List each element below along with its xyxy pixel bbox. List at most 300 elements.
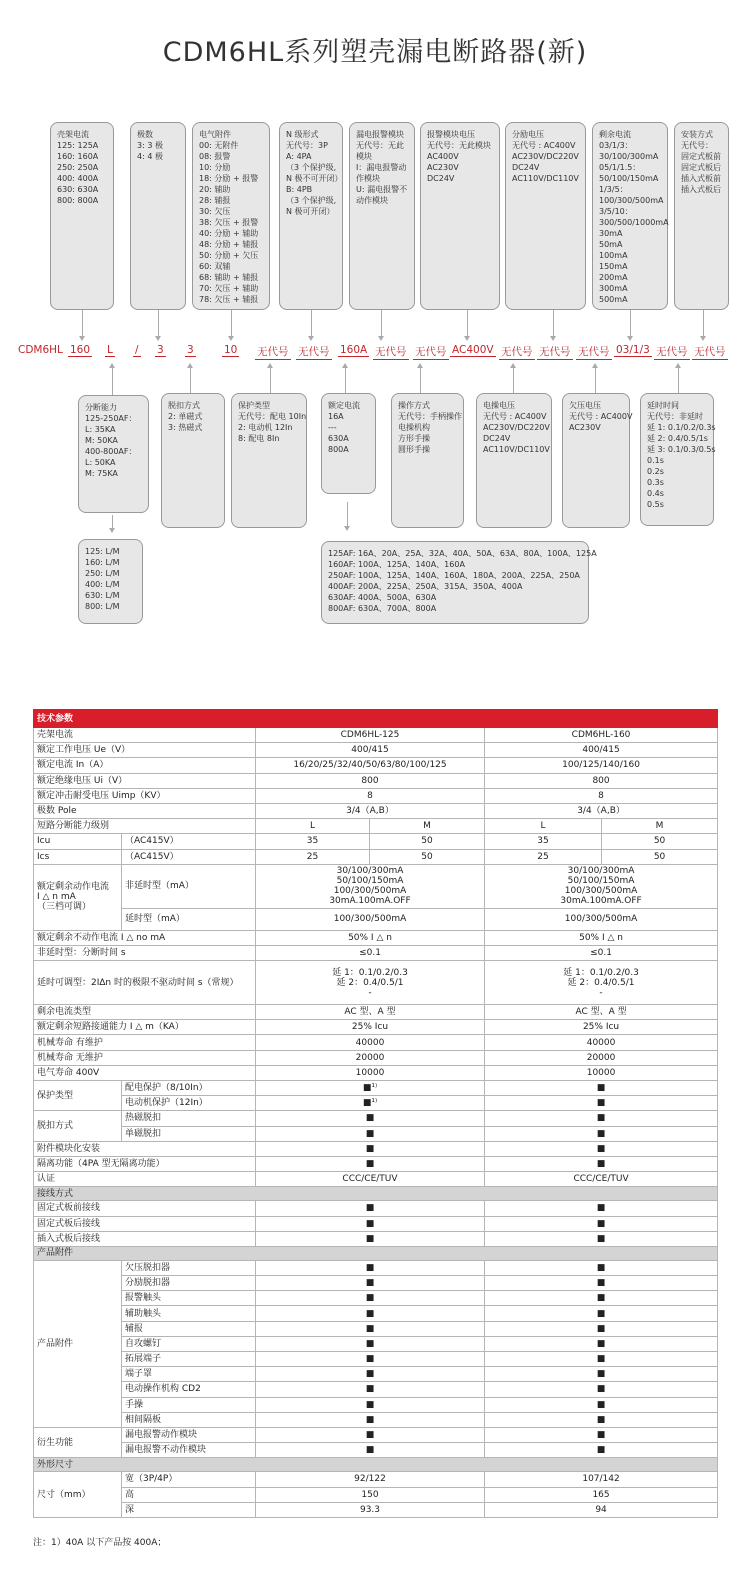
table-row [34, 1216, 718, 1231]
option-box-bottom-6-line: 欠压电压 [569, 401, 601, 410]
table-cell: 相间隔板 [122, 1412, 256, 1427]
option-box-bottom-5-line: 电操电压 [483, 401, 515, 410]
option-box-top-2-line: 08: 报警 [199, 152, 231, 161]
option-box-top-7-line: 50mA [599, 240, 623, 249]
param-label: 固定式板后接线 [34, 1216, 256, 1231]
option-box-bottom-3-line: 16A [328, 412, 344, 421]
table-cell: 报警触头 [122, 1291, 256, 1306]
option-box-top-2-line: 78: 欠压 + 辅报 [199, 295, 259, 304]
option-box-bottom-3-line: 630A [328, 434, 349, 443]
option-box-top-2-line: 48: 分励 + 辅报 [199, 240, 259, 249]
table-cell: CCC/CE/TUV [485, 1172, 718, 1187]
option-box-bottom-7-line: 0.3s [647, 478, 664, 487]
param-label: 极数 Pole [34, 803, 256, 818]
table-row [34, 819, 718, 834]
option-box-top-0-line: 800: 800A [57, 196, 99, 205]
param-label: 产品附件 [34, 1260, 122, 1427]
option-box-top-1 [130, 122, 186, 310]
param-label: 非延时型：分断时间 s [34, 945, 256, 960]
connector-arrow-icon [467, 310, 468, 337]
option-box-bottom-2-line: 8: 配电 8In [238, 434, 280, 443]
param-label: 衍生功能 [34, 1427, 122, 1457]
option-box-bottom-1-line: 脱扣方式 [168, 401, 200, 410]
option-box-top-4-line: I：漏电报警动 [356, 163, 407, 172]
option-box-bottom-7-line: 0.2s [647, 467, 664, 476]
option-box-top-6 [505, 122, 586, 310]
table-cell: 50% I △ n [485, 930, 718, 945]
table-row [34, 1291, 718, 1306]
table-cell: 10000 [485, 1065, 718, 1080]
option-box-top-8-line: 安装方式 [681, 130, 713, 139]
table-cell: L [256, 819, 370, 834]
option-box-bottom-7-line: 无代号：非延时 [647, 412, 703, 421]
option-box-top-6-line: 分励电压 [512, 130, 544, 139]
table-row [34, 743, 718, 758]
option-box-bottom-7 [640, 393, 714, 526]
param-label: 额定剩余短路接通能力 I △ m（KA） [34, 1020, 256, 1035]
param-label: 额定电流 In（A） [34, 758, 256, 773]
option-box-top-5-line: AC230V [427, 163, 459, 172]
option-box-bottom-0-line: L: 50KA [85, 458, 116, 467]
table-row [34, 834, 718, 849]
table-cell: 漏电报警动作模块 [122, 1427, 256, 1442]
option-box-top-3-line: N 级形式 [286, 130, 319, 139]
option-box-bottom-2-line: 2: 电动机 12In [238, 423, 293, 432]
option-box-top-3-line: N 极可开闭） [286, 207, 335, 216]
table-row [34, 1276, 718, 1291]
table-cell: 欠压脱扣器 [122, 1260, 256, 1275]
param-label: 尺寸（mm） [34, 1472, 122, 1518]
table-cell: 辅助触头 [122, 1306, 256, 1321]
page-title: CDM6HL系列塑壳漏电断路器(新) [162, 37, 588, 68]
table-row [34, 849, 718, 864]
table-row [34, 1096, 718, 1111]
table-cell: 辅报 [122, 1321, 256, 1336]
option-box-top-8-line: 插入式板前 [681, 174, 721, 183]
table-cell: 3/4（A,B） [256, 803, 485, 818]
table-cell: 25% Icu [485, 1020, 718, 1035]
table-row [34, 930, 718, 945]
param-label: 壳架电流 [34, 728, 256, 743]
table-cell: 端子罩 [122, 1367, 256, 1382]
option-box-bottom-1-line: 2: 单磁式 [168, 412, 203, 421]
option-box-bottom-7-line: 延 1: 0.1/0.2/0.3s [647, 423, 716, 432]
table-cell: 50 [370, 834, 485, 849]
table-cell: ■ [256, 1126, 485, 1141]
param-label: 插入式板后接线 [34, 1231, 256, 1246]
table-row [34, 1443, 718, 1458]
table-cell: 单磁脱扣 [122, 1126, 256, 1141]
option-box-top-4-line: 漏电报警模块 [356, 130, 404, 139]
connector-arrow-icon [190, 367, 191, 395]
option-box-top-7-line: 03/1/3： [599, 141, 633, 150]
option-box-bottom-0-line: L: 35KA [85, 425, 116, 434]
table-header: 技术参数 [34, 710, 718, 728]
param-label: 剩余电流类型 [34, 1005, 256, 1020]
table-cell: ■ [485, 1126, 718, 1141]
param-label: 机械寿命 无维护 [34, 1050, 256, 1065]
table-cell: ■ [485, 1397, 718, 1412]
param-label: 短路分断能力级别 [34, 819, 256, 834]
table-cell: ■ [256, 1306, 485, 1321]
option-box-top-2-line: 68: 辅助 + 辅报 [199, 273, 259, 282]
option-box-top-7-line: 200mA [599, 273, 628, 282]
option-box-top-6-line: DC24V [512, 163, 540, 172]
connector-arrow-icon [112, 367, 113, 395]
table-cell: 50 [602, 849, 718, 864]
table-cell: ■ [485, 1081, 718, 1096]
option-box-bottom-5-line: AC230V/DC220V [483, 423, 550, 432]
model-code-segment: 160 [70, 344, 91, 356]
model-code-segment: 10 [224, 344, 238, 356]
option-box-top-0-line: 125: 125A [57, 141, 99, 150]
table-cell: 深 [122, 1502, 256, 1517]
table-cell: ■ [256, 1291, 485, 1306]
model-code-segment: 160A [340, 344, 368, 356]
option-box-top-0-line: 250: 250A [57, 163, 99, 172]
option-box-bottom-1-line: 3: 热磁式 [168, 423, 203, 432]
table-cell: ■ [256, 1427, 485, 1442]
table-cell: ■ [485, 1367, 718, 1382]
table-cell: 50% I △ n [256, 930, 485, 945]
connector-arrow-icon [347, 502, 348, 527]
table-cell: 50 [370, 849, 485, 864]
option-box-bottom-7-line: 0.1s [647, 456, 664, 465]
table-row [34, 1005, 718, 1020]
option-box-top-1-line: 极数 [137, 130, 153, 139]
table-cell: 宽（3P/4P） [122, 1472, 256, 1487]
table-cell: ■ [485, 1291, 718, 1306]
option-box-top-5-line: AC400V [427, 152, 459, 161]
option-box-bottom-1 [161, 393, 225, 528]
table-row [34, 961, 718, 1005]
table-cell: ■ [256, 1367, 485, 1382]
table-cell: M [602, 819, 718, 834]
option-box-top-0-line: 壳架电流 [57, 130, 89, 139]
table-cell: ■ [485, 1231, 718, 1246]
table-row [34, 1126, 718, 1141]
connector-arrow-icon [420, 367, 421, 395]
option-box-top-8-line: 固定式板后 [681, 163, 721, 172]
option-box-bottom-2-line: 无代号：配电 10In [238, 412, 307, 421]
table-cell: 40000 [256, 1035, 485, 1050]
option-box-top-3-line: 无代号：3P [286, 141, 328, 150]
model-code-segment: 无代号 [375, 346, 407, 358]
table-cell: ■ [256, 1216, 485, 1231]
rated-current-box-line: 630AF: 400A、500A、630A [328, 593, 437, 602]
connector-arrow-icon [112, 515, 113, 529]
connector-arrow-icon [703, 310, 704, 337]
table-cell: ■ [256, 1321, 485, 1336]
table-row [34, 1260, 718, 1275]
table-cell: ■¹⁾ [256, 1096, 485, 1111]
option-box-top-4 [349, 122, 415, 310]
table-cell: 94 [485, 1502, 718, 1517]
table-row [34, 1020, 718, 1035]
option-box-bottom-3-line: 额定电流 [328, 401, 360, 410]
table-cell: 拓展端子 [122, 1352, 256, 1367]
option-box-bottom-4-line: 圆形手操 [398, 445, 430, 454]
option-box-top-7-line: 1/3/5： [599, 185, 628, 194]
breaking-class-box-line: 400: L/M [85, 580, 120, 589]
param-label: 保护类型 [34, 1081, 122, 1111]
option-box-bottom-0-line: M: 75KA [85, 469, 118, 478]
table-cell: ■ [256, 1260, 485, 1275]
param-label: 脱扣方式 [34, 1111, 122, 1141]
model-code-segment: 无代号 [257, 346, 289, 358]
table-cell: 25 [256, 849, 370, 864]
option-box-bottom-6-line: AC230V [569, 423, 601, 432]
table-cell: 高 [122, 1487, 256, 1502]
option-box-top-2-line: 电气附件 [199, 130, 231, 139]
model-code-segment: 无代号 [501, 346, 533, 358]
option-box-bottom-5-line: DC24V [483, 434, 511, 443]
table-cell: ■ [485, 1306, 718, 1321]
connector-arrow-icon [678, 367, 679, 395]
table-row [34, 1427, 718, 1442]
option-box-top-2-line: 70: 欠压 + 辅助 [199, 284, 259, 293]
table-row [34, 1487, 718, 1502]
table-cell: ■ [485, 1260, 718, 1275]
option-box-top-2-line: 38: 欠压 + 报警 [199, 218, 259, 227]
option-box-bottom-4 [391, 393, 464, 528]
option-box-top-7-line: 500mA [599, 295, 628, 304]
param-label: 额定绝缘电压 Ui（V） [34, 773, 256, 788]
table-cell: ■ [256, 1382, 485, 1397]
table-cell: 25% Icu [256, 1020, 485, 1035]
param-label: 附件模块化安装 [34, 1141, 256, 1156]
option-box-top-2-line: 30: 欠压 [199, 207, 231, 216]
option-box-top-7-line: 150mA [599, 262, 628, 271]
table-row [34, 1141, 718, 1156]
option-box-top-5-line: 报警模块电压 [427, 130, 475, 139]
table-cell: ■ [256, 1443, 485, 1458]
option-box-top-7-line: 30/100/300mA [599, 152, 659, 161]
table-cell: ■ [485, 1412, 718, 1427]
table-row [34, 1321, 718, 1336]
table-cell: ≤0.1 [485, 945, 718, 960]
option-box-top-0-line: 160: 160A [57, 152, 99, 161]
option-box-top-3-line: N 极不可开闭） [286, 174, 343, 183]
table-row [34, 1065, 718, 1080]
footnote: 注：1）40A 以下产品按 400A； [33, 1538, 167, 1548]
param-label: 额定冲击耐受电压 Uimp（KV） [34, 788, 256, 803]
table-cell: ■ [485, 1321, 718, 1336]
option-box-bottom-4-line: 电操机构 [398, 423, 430, 432]
option-box-top-7-line: 05/1/1.5： [599, 163, 641, 172]
option-box-top-1-line: 3: 3 极 [137, 141, 163, 150]
option-box-bottom-7-line: 0.4s [647, 489, 664, 498]
table-row [34, 1336, 718, 1351]
section-header: 接线方式 [34, 1187, 718, 1201]
rated-current-box-line: 250AF: 100A、125A、140A、160A、180A、200A、225A、250A [328, 571, 580, 580]
table-cell: ■ [256, 1201, 485, 1216]
table-cell: ■ [485, 1352, 718, 1367]
table-row [34, 1397, 718, 1412]
table-row [34, 1502, 718, 1517]
option-box-top-2-line: 18: 分励 + 报警 [199, 174, 259, 183]
model-code-segment: 无代号 [656, 346, 688, 358]
table-cell: M [370, 819, 485, 834]
table-cell: ■ [485, 1336, 718, 1351]
rated-current-box-line: 160AF: 100A、125A、140A、160A [328, 560, 465, 569]
param-label: 额定剩余动作电流 I △ n mA （三档可调） [34, 864, 122, 930]
spec-table [33, 709, 718, 1518]
option-box-top-7-line: 300/500/1000mA [599, 218, 669, 227]
option-box-bottom-7-line: 延 2: 0.4/0.5/1s [647, 434, 708, 443]
option-box-top-6-line: AC230V/DC220V [512, 152, 579, 161]
table-row [34, 1156, 718, 1171]
model-code-prefix: CDM6HL [18, 344, 63, 356]
spec-table-wrapper [33, 709, 717, 1518]
model-code-segment: 3 [187, 344, 194, 356]
option-box-top-3-line: （3 个保护级, [286, 196, 337, 205]
option-box-bottom-7-line: 0.5s [647, 500, 664, 509]
table-cell: 92/122 [256, 1472, 485, 1487]
table-row [34, 1352, 718, 1367]
table-cell: ■ [256, 1156, 485, 1171]
table-cell: 非延时型（mA） [122, 864, 256, 908]
table-row [34, 1172, 718, 1187]
table-cell: ■ [485, 1216, 718, 1231]
option-box-top-5 [420, 122, 500, 310]
table-row [34, 1201, 718, 1216]
option-box-top-0-line: 630: 630A [57, 185, 99, 194]
option-box-top-5-line: 无代号：无此模块 [427, 141, 491, 150]
option-box-top-7-line: 50/100/150mA [599, 174, 659, 183]
table-cell: ■¹⁾ [256, 1081, 485, 1096]
table-row [34, 1081, 718, 1096]
table-cell: 延 1：0.1/0.2/0.3 延 2：0.4/0.5/1 - [485, 961, 718, 1005]
table-cell: ■ [485, 1276, 718, 1291]
breaking-class-box-line: 250: L/M [85, 569, 120, 578]
option-box-top-7-line: 30mA [599, 229, 623, 238]
option-box-bottom-4-line: 操作方式 [398, 401, 430, 410]
option-box-top-2-line: 40: 分励 + 辅助 [199, 229, 259, 238]
breaking-class-box-line: 160: L/M [85, 558, 120, 567]
table-cell: AC 型、A 型 [485, 1005, 718, 1020]
table-cell: 400/415 [256, 743, 485, 758]
option-box-bottom-6-line: 无代号 : AC400V [569, 412, 633, 421]
table-cell: CCC/CE/TUV [256, 1172, 485, 1187]
table-row [34, 1367, 718, 1382]
table-cell: 漏电报警不动作模块 [122, 1443, 256, 1458]
table-cell: ■ [485, 1443, 718, 1458]
param-label: 额定工作电压 Ue（V） [34, 743, 256, 758]
param-label: 额定剩余不动作电流 I △ no mA [34, 930, 256, 945]
model-code-segment: 3 [157, 344, 164, 356]
table-row [34, 908, 718, 930]
table-row [34, 1050, 718, 1065]
table-cell: L [485, 819, 602, 834]
table-cell: 25 [485, 849, 602, 864]
section-header: 产品附件 [34, 1246, 718, 1260]
table-cell: 93.3 [256, 1502, 485, 1517]
option-box-bottom-5-line: 无代号 : AC400V [483, 412, 547, 421]
option-box-bottom-0-line: 分断能力 [85, 403, 117, 412]
table-cell: ■ [485, 1201, 718, 1216]
option-box-top-2-line: 50: 分励 + 欠压 [199, 251, 259, 260]
table-cell: 20000 [256, 1050, 485, 1065]
option-box-bottom-3-line: 800A [328, 445, 349, 454]
table-cell: 100/125/140/160 [485, 758, 718, 773]
table-cell: 自攻螺钉 [122, 1336, 256, 1351]
table-row [34, 1382, 718, 1397]
table-cell: AC 型、A 型 [256, 1005, 485, 1020]
option-box-top-5-line: DC24V [427, 174, 455, 183]
option-box-top-4-line: 作模块 [356, 174, 380, 183]
table-cell: （AC415V） [122, 849, 256, 864]
model-code-segment: 无代号 [298, 346, 330, 358]
table-row [34, 728, 718, 743]
option-box-bottom-2 [231, 393, 307, 528]
model-code-segment: 无代号 [694, 346, 726, 358]
rated-current-box-line: 125AF: 16A、20A、25A、32A、40A、50A、63A、80A、100A、125A [328, 549, 597, 558]
table-cell: （AC415V） [122, 834, 256, 849]
option-box-bottom-4-line: 方形手操 [398, 434, 430, 443]
option-box-top-7 [592, 122, 668, 310]
table-cell: 延时型（mA） [122, 908, 256, 930]
model-code-segment: 03/1/3 [616, 344, 650, 356]
connector-arrow-icon [158, 310, 159, 337]
table-cell: ■ [256, 1412, 485, 1427]
option-box-top-2-line: 60: 双辅 [199, 262, 231, 271]
model-code-segment: L [107, 344, 113, 356]
option-box-top-7-line: 剩余电流 [599, 130, 631, 139]
breaking-class-box-line: 630: L/M [85, 591, 120, 600]
option-box-bottom-3 [321, 393, 376, 494]
table-cell: 35 [256, 834, 370, 849]
table-row [34, 773, 718, 788]
option-box-top-2-line: 20: 辅助 [199, 185, 231, 194]
table-cell: 165 [485, 1487, 718, 1502]
model-code-segment: 无代号 [415, 346, 447, 358]
table-row [34, 1246, 718, 1260]
option-box-top-4-line: U: 漏电报警不 [356, 185, 408, 194]
table-row [34, 710, 718, 728]
table-cell: 800 [256, 773, 485, 788]
table-cell: 电动操作机构 CD2 [122, 1382, 256, 1397]
table-cell: 40000 [485, 1035, 718, 1050]
option-box-top-3-line: A: 4PA [286, 152, 312, 161]
param-label: 认证 [34, 1172, 256, 1187]
option-box-top-3-line: B: 4PB [286, 185, 313, 194]
table-cell: 800 [485, 773, 718, 788]
option-box-top-3-line: （3 个保护级, [286, 163, 337, 172]
table-cell: ■ [485, 1111, 718, 1126]
table-cell: ■ [485, 1096, 718, 1111]
option-box-top-4-line: 动作模块 [356, 196, 388, 205]
table-cell: 107/142 [485, 1472, 718, 1487]
table-cell: 100/300/500mA [485, 908, 718, 930]
option-box-top-8-line: 插入式板后 [681, 185, 721, 194]
connector-arrow-icon [595, 367, 596, 395]
table-cell: ≤0.1 [256, 945, 485, 960]
section-header: 外形尺寸 [34, 1458, 718, 1472]
table-cell: ■ [256, 1397, 485, 1412]
breaking-class-box-line: 800: L/M [85, 602, 120, 611]
table-row [34, 1412, 718, 1427]
table-row [34, 1472, 718, 1487]
model-code-segment: AC400V [452, 344, 494, 356]
option-box-top-6-line: 无代号 : AC400V [512, 141, 576, 150]
connector-arrow-icon [553, 310, 554, 337]
connector-arrow-icon [630, 310, 631, 337]
model-code-segment: / [135, 344, 139, 356]
model-code-segment: 无代号 [539, 346, 571, 358]
table-cell: 100/300/500mA [256, 908, 485, 930]
table-cell: 8 [256, 788, 485, 803]
